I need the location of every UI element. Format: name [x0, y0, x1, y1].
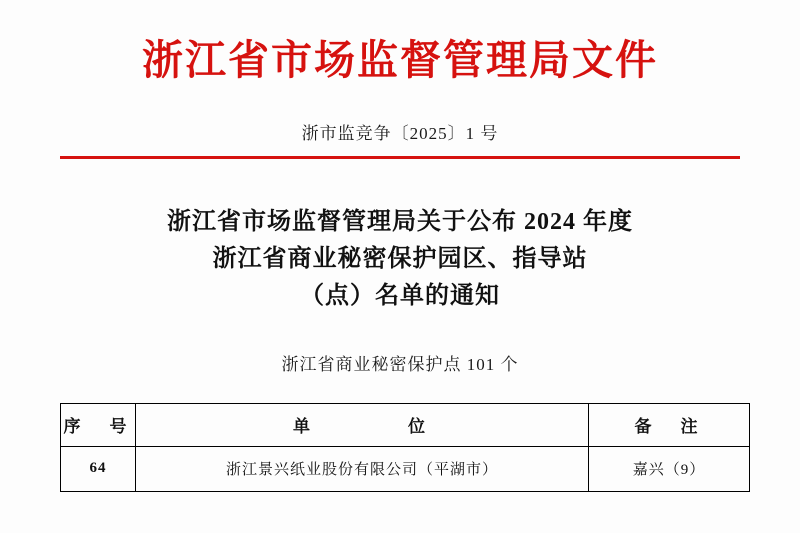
table-header-no: 序 号 — [61, 403, 136, 446]
table-cell-no: 64 — [61, 446, 136, 491]
main-title-line-1: 浙江省市场监督管理局关于公布 2024 年度 — [167, 209, 633, 236]
document-main-title — [60, 204, 740, 316]
document-header-title: 浙江省市场监督管理局文件 — [142, 37, 658, 83]
protection-point-table — [60, 403, 750, 492]
main-title-line-2: 浙江省商业秘密保护园区、指导站 — [212, 246, 588, 273]
table-header-unit: 单 位 — [136, 403, 589, 446]
table-cell-remark: 嘉兴（9） — [589, 446, 750, 491]
section-subtitle: 浙江省商业秘密保护点 101 个 — [281, 354, 519, 374]
table-header-row — [61, 403, 750, 446]
table-row — [61, 446, 750, 491]
table-cell-unit: 浙江景兴纸业股份有限公司（平湖市） — [136, 446, 589, 491]
red-divider-rule — [60, 156, 740, 159]
main-title-line-3: （点）名单的通知 — [300, 283, 500, 310]
table-header-remark: 备 注 — [589, 403, 750, 446]
document-number: 浙市监竞争〔2025〕1 号 — [301, 124, 499, 144]
